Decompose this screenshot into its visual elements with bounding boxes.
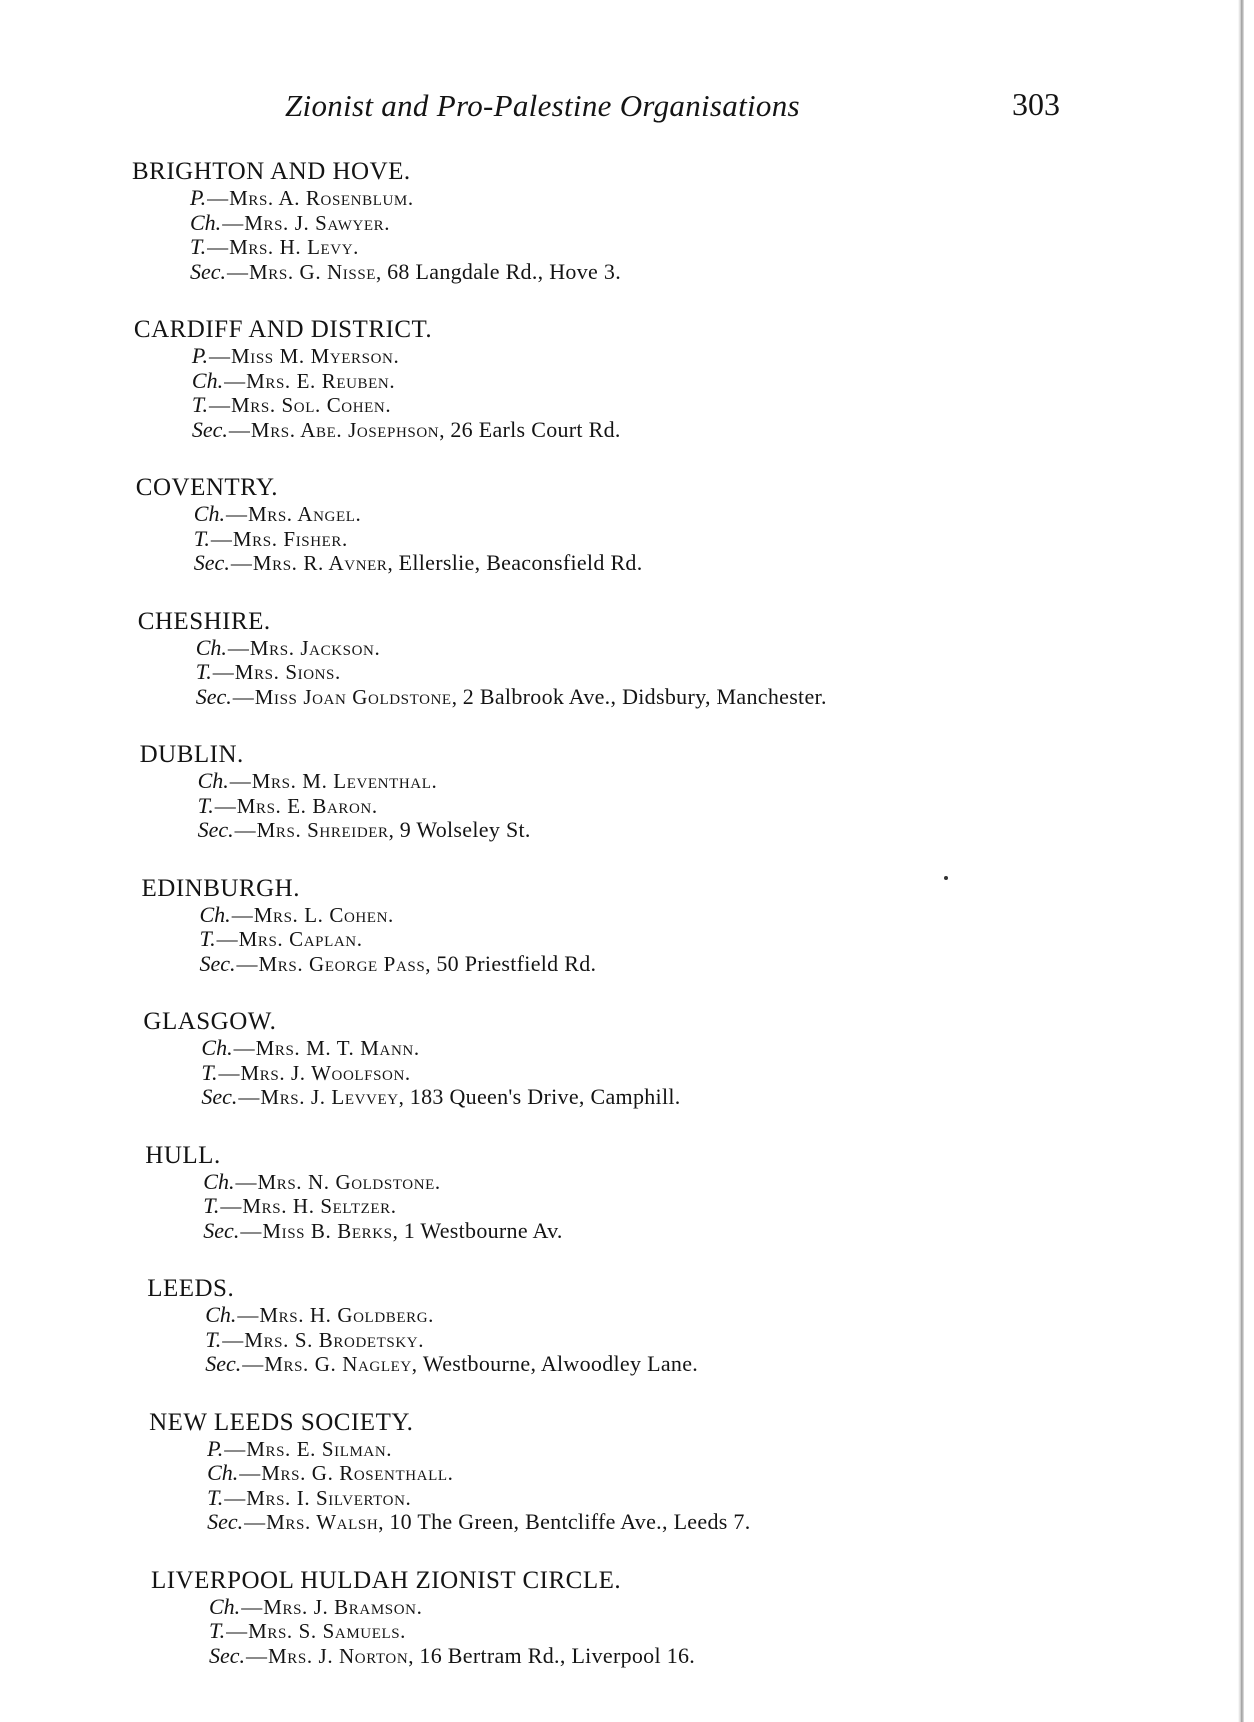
officer-line: Sec.—Mrs. George Pass, 50 Priestfield Rd.: [199, 950, 597, 976]
officer-role: T.: [195, 659, 212, 684]
officer-address: Westbourne, Alwoodley Lane.: [422, 1351, 699, 1376]
organisation-name: LIVERPOOL HULDAH ZIONIST CIRCLE.: [151, 1566, 622, 1594]
officer-address: 10 The Green, Bentcliffe Ave., Leeds 7.: [389, 1509, 751, 1534]
officer-address: 16 Bertram Rd., Liverpool 16.: [419, 1642, 696, 1668]
officer-address: Ellerslie, Beaconsfield Rd.: [398, 550, 643, 575]
officer-role: Ch.: [209, 1593, 241, 1619]
officer-role: Sec.: [190, 258, 227, 284]
officer-address: 9 Wolseley St.: [399, 817, 531, 842]
officer-role: T.: [197, 792, 214, 818]
officer-line: Sec.—Mrs. Shreider, 9 Wolseley St.: [197, 817, 531, 842]
running-head: Zionist and Pro-Palestine Organisations: [285, 88, 800, 123]
officer-name: Mrs. G. Nisse,: [249, 259, 382, 284]
officer-role: P.: [191, 343, 208, 368]
officer-name: Mrs. Caplan.: [238, 927, 363, 951]
officer-role: T.: [193, 525, 210, 551]
officer-role: Ch.: [201, 1035, 233, 1060]
officer-line: P.—Mrs. E. Silman.: [207, 1435, 393, 1461]
officer-line: Sec.—Mrs. Abe. Josephson, 26 Earls Court Rd.: [191, 416, 621, 442]
organisation-name: CHESHIRE.: [137, 607, 271, 635]
officer-line: T.—Mrs. J. Woolfson.: [201, 1059, 411, 1085]
officer-role: Ch.: [191, 367, 224, 393]
officer-role: Sec.: [207, 1509, 244, 1534]
officer-name: Mrs. George Pass,: [258, 951, 432, 976]
officer-line: Ch.—Mrs. E. Reuben.: [191, 367, 396, 393]
officer-role: T.: [203, 1193, 220, 1218]
officer-line: Sec.—Mrs. Walsh, 10 The Green, Bentcliffe Ave., Leeds 7.: [207, 1509, 751, 1534]
officer-name: Miss B. Berks,: [262, 1218, 399, 1243]
officer-name: Mrs. J. Levvey,: [260, 1085, 405, 1109]
officer-line: Ch.—Mrs. M. T. Mann.: [201, 1035, 420, 1060]
officer-line: Ch.—Mrs. Jackson.: [195, 634, 381, 660]
officer-name: Mrs. E. Silman.: [246, 1436, 393, 1461]
officer-line: Ch.—Mrs. G. Rosenthall.: [207, 1460, 454, 1485]
organisation-entry: [142, 875, 1133, 977]
officer-role: P.: [190, 185, 207, 210]
officer-line: Sec.—Mrs. J. Levvey, 183 Queen's Drive, Camphill.: [201, 1084, 681, 1109]
officer-name: Mrs. M. Leventhal.: [251, 769, 438, 793]
officer-role: Ch.: [190, 209, 222, 235]
officer-line: T.—Mrs. H. Levy.: [190, 234, 359, 259]
officer-name: Mrs. J. Woolfson.: [240, 1060, 411, 1085]
officer-name: Mrs. E. Baron.: [236, 793, 378, 818]
officer-line: Ch.—Mrs. L. Cohen.: [199, 901, 394, 927]
officer-name: Mrs. Sol. Cohen.: [231, 393, 392, 417]
officer-role: T.: [191, 392, 208, 417]
officer-line: Ch.—Mrs. J. Sawyer.: [190, 209, 391, 235]
officer-name: Mrs. Walsh,: [266, 1510, 385, 1534]
officer-role: T.: [190, 234, 207, 259]
officer-name: Mrs. G. Rosenthall.: [261, 1461, 454, 1485]
organisation-name: LEEDS.: [147, 1275, 235, 1302]
officer-address: 1 Westbourne Av.: [403, 1217, 563, 1243]
organisation-name: GLASGOW.: [143, 1008, 277, 1035]
officer-role: Ch.: [193, 501, 225, 526]
officer-role: Ch.: [205, 1302, 237, 1327]
officer-name: Mrs. J. Norton,: [268, 1643, 415, 1668]
officer-role: Ch.: [207, 1460, 239, 1485]
officer-role: Sec.: [197, 817, 234, 842]
officer-name: Mrs. Sions.: [234, 660, 341, 684]
officer-name: Mrs. J. Sawyer.: [244, 210, 391, 235]
officer-role: T.: [207, 1484, 224, 1510]
officer-name: Mrs. N. Goldstone.: [257, 1169, 441, 1194]
officer-address: 2 Balbrook Ave., Didsbury, Manchester.: [462, 683, 827, 709]
organisation-entry: [145, 1142, 1132, 1244]
officer-name: Mrs. H. Levy.: [229, 235, 359, 259]
officer-role: T.: [201, 1059, 218, 1085]
page-edge: [1238, 0, 1244, 1722]
officer-line: Ch.—Mrs. H. Goldberg.: [205, 1302, 435, 1327]
officer-line: Sec.—Miss Joan Goldstone, 2 Balbrook Ave., Didsbury, Manchester.: [195, 683, 827, 709]
officer-role: Sec.: [205, 1351, 242, 1376]
officer-role: P.: [207, 1435, 224, 1461]
officer-role: T.: [205, 1326, 222, 1352]
organisation-entry: [136, 474, 1132, 576]
officer-name: Mrs. Jackson.: [249, 635, 381, 660]
officer-name: Mrs. J. Bramson.: [263, 1594, 423, 1619]
organisation-entry: [140, 741, 1132, 843]
officer-name: Mrs. S. Samuels.: [248, 1619, 407, 1643]
officer-address: 26 Earls Court Rd.: [450, 416, 621, 442]
officer-name: Mrs. Angel.: [247, 502, 362, 526]
officer-role: T.: [209, 1618, 226, 1643]
organisation-name: COVENTRY.: [135, 474, 279, 501]
officer-name: Mrs. Shreider,: [256, 818, 395, 842]
organisation-name: NEW LEEDS SOCIETY.: [149, 1408, 414, 1436]
organisation-name: EDINBURGH.: [141, 874, 300, 902]
officer-line: Ch.—Mrs. J. Bramson.: [209, 1593, 423, 1619]
organisation-name: CARDIFF AND DISTRICT.: [133, 316, 433, 343]
officer-line: Sec.—Mrs. J. Norton, 16 Bertram Rd., Liverpool 16.: [209, 1642, 696, 1668]
officer-name: Mrs. I. Silverton.: [246, 1485, 412, 1510]
officer-name: Mrs. Abe. Josephson,: [250, 417, 446, 442]
organisation-entry: [134, 316, 1132, 442]
page-number: 303: [1012, 86, 1060, 122]
organisation-name: HULL.: [145, 1141, 221, 1169]
officer-role: Sec.: [199, 950, 236, 976]
officer-role: Ch.: [203, 1168, 235, 1194]
officer-line: T.—Mrs. I. Silverton.: [207, 1484, 412, 1510]
officer-role: T.: [199, 926, 216, 951]
officer-line: Sec.—Mrs. R. Avner, Ellerslie, Beaconsfield Rd.: [193, 550, 643, 575]
officer-name: Mrs. S. Brodetsky.: [244, 1327, 425, 1352]
officer-line: T.—Mrs. E. Baron.: [197, 792, 378, 818]
officer-name: Miss M. Myerson.: [231, 344, 400, 368]
officer-name: Mrs. G. Nagley,: [264, 1352, 418, 1376]
officer-line: T.—Mrs. S. Samuels.: [209, 1618, 407, 1643]
officer-line: T.—Mrs. H. Seltzer.: [203, 1193, 397, 1218]
organisation-entry: [147, 1275, 1132, 1377]
officer-name: Mrs. E. Reuben.: [246, 368, 396, 393]
officer-address: 183 Queen's Drive, Camphill.: [409, 1084, 681, 1109]
officer-line: T.—Mrs. Caplan.: [199, 926, 363, 951]
officer-line: Sec.—Mrs. G. Nisse, 68 Langdale Rd., Hove 3.: [190, 258, 621, 284]
officer-line: T.—Mrs. Sions.: [195, 659, 341, 684]
officer-line: Sec.—Mrs. G. Nagley, Westbourne, Alwoodley Lane.: [205, 1351, 699, 1376]
organisation-name: BRIGHTON AND HOVE.: [132, 158, 411, 185]
officer-role: Ch.: [195, 634, 227, 660]
officer-name: Mrs. L. Cohen.: [253, 902, 394, 927]
organisation-entry: [143, 1008, 1132, 1110]
officer-role: Sec.: [201, 1084, 238, 1109]
officer-line: Ch.—Mrs. M. Leventhal.: [197, 768, 438, 793]
officer-name: Mrs. A. Rosenblum.: [229, 186, 414, 210]
officer-line: T.—Mrs. Fisher.: [193, 525, 348, 551]
officer-address: 68 Langdale Rd., Hove 3.: [387, 258, 621, 284]
organisation-entry: [132, 158, 1132, 284]
officer-name: Mrs. H. Seltzer.: [242, 1194, 397, 1218]
officer-line: T.—Mrs. S. Brodetsky.: [205, 1326, 425, 1352]
officer-line: T.—Mrs. Sol. Cohen.: [191, 392, 392, 417]
officer-line: P.—Miss M. Myerson.: [191, 343, 400, 368]
officer-address: 50 Priestfield Rd.: [436, 950, 597, 976]
officer-role: Sec.: [203, 1217, 240, 1243]
officer-line: P.—Mrs. A. Rosenblum.: [190, 185, 414, 210]
officer-role: Sec.: [209, 1642, 246, 1668]
organisation-entry: [149, 1409, 1132, 1535]
officer-name: Mrs. M. T. Mann.: [255, 1036, 420, 1060]
officer-line: Ch.—Mrs. N. Goldstone.: [203, 1168, 441, 1194]
officer-name: Mrs. R. Avner,: [252, 551, 394, 575]
officer-role: Sec.: [195, 683, 232, 709]
organisation-entry: [151, 1567, 1132, 1669]
organisation-name: DUBLIN.: [139, 741, 244, 768]
officer-line: Ch.—Mrs. Angel.: [193, 501, 362, 526]
officer-role: Sec.: [193, 550, 230, 575]
officer-role: Sec.: [191, 416, 228, 442]
officer-name: Mrs. Fisher.: [232, 526, 348, 551]
officer-role: Ch.: [199, 901, 231, 927]
officer-line: Sec.—Miss B. Berks, 1 Westbourne Av.: [203, 1217, 563, 1243]
officer-name: Miss Joan Goldstone,: [254, 684, 458, 709]
organisation-entry: [138, 608, 1132, 710]
officer-name: Mrs. H. Goldberg.: [259, 1303, 435, 1327]
officer-role: Ch.: [197, 768, 229, 793]
organisation-list: [132, 158, 1132, 1700]
